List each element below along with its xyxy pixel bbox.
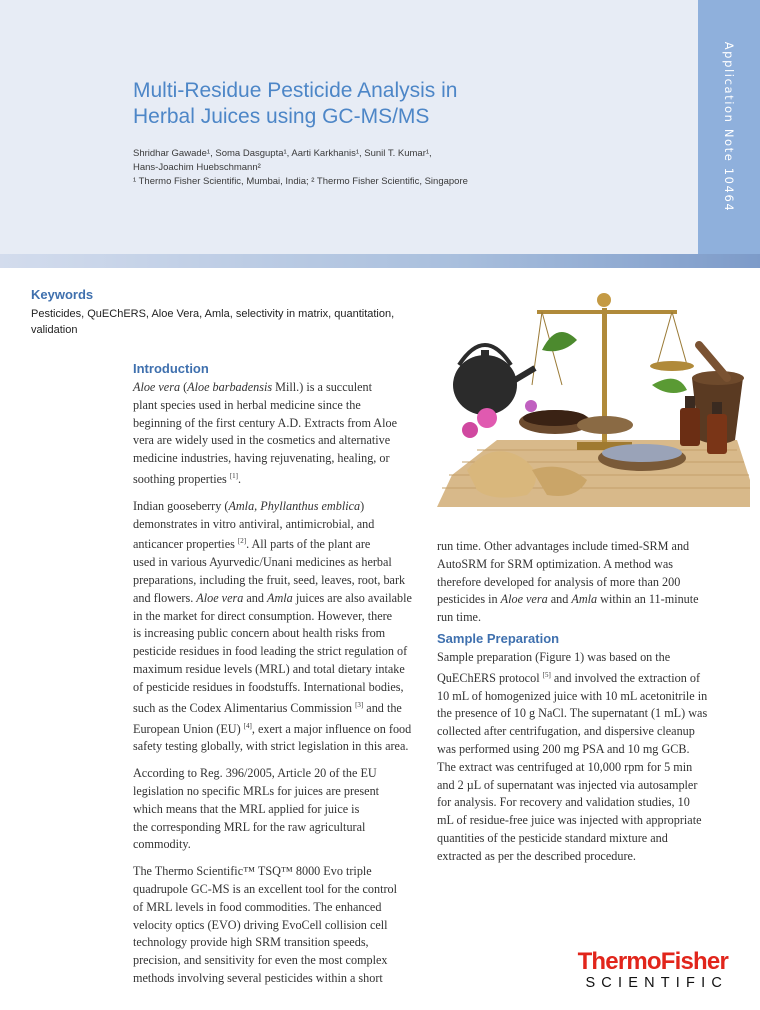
left-column [133,379,433,997]
logo-main-text: ThermoFisher [577,948,728,975]
paragraph: The Thermo Scientific™ TSQ™ 8000 Evo triple quadrupole GC-MS is an excellent tool for the control of MRL levels in food commodities. The enhanced velocity optics (EVO) driving EvoCell collision cell technology provide high SRM transition speeds, precision, and sensitivity for even the most complex methods involving several pesticides within a short [133,864,398,985]
affiliations: ¹ Thermo Fisher Scientific, Mumbai, India; ² Thermo Fisher Scientific, Singapore [133,176,468,187]
authors-block [133,147,673,189]
introduction-heading: Introduction [133,361,209,376]
sample-preparation-column [437,649,747,875]
keywords-text: Pesticides, QuEChERS, Aloe Vera, Amla, selectivity in matrix, quantitation, validation [31,308,395,336]
paragraph: Sample preparation (Figure 1) was based on the QuEChERS protocol [5] and involved the extraction of 10 mL of homogenized juice with 10 mL acetonitrile in the presence of 10 g NaCl. The supernatant (1 mL) was collected after centrifugation, and dispersive cleanup was performed using 200 mg PSA and 10 mg GCB. The extract was centrifuged at 10,000 rpm for 5 min and 2 µL of supernatant was injected via autosampler for analysis. For recovery and validation studies, 10 mL of residue-free juice was injected with appropriate quantities of the pesticide standard mixture and extracted as per the described procedure. [437,650,708,863]
paragraph: Aloe vera (Aloe barbadensis Mill.) is a succulent plant species used in herbal medicine since the beginning of the first century A.D. Extracts from Aloe vera are widely used in the cosmetics and alternative medicine industries, having rejuvenating, healing, or soothing properties [1]. [133,380,397,487]
authors-line: Shridhar Gawade¹, Soma Dasgupta¹, Aarti Karkhanis¹, Sunil T. Kumar¹, [133,148,432,159]
header-divider [0,254,760,268]
paragraph: Indian gooseberry (Amla, Phyllanthus emblica) demonstrates in vitro antiviral, antimicrobial, and anticancer properties [2]. All parts of the plant are used in various Ayurvedic/Unani medicines as herbal preparations, including the fruit, seed, leaves, root, bark and flowers. Aloe vera and Amla juices are also available in the market for direct consumption. However, there is increasing public concern about health risks from pesticide residues in food leading the strict regulation of maximum residue levels (MRL) and total dietary intake of pesticide residues in foodstuffs. International bodies, such as the Codex Alimentarius Commission [3] and the European Union (EU) [4], exert a major influence on food safety testing globally, with strict legislation in this area. [133,498,412,754]
paragraph: run time. Other advantages include timed-SRM and AutoSRM for SRM optimization. A method was therefore developed for analysis of more than 200 pesticides in Aloe vera and Amla within an 11-minute run time. [437,539,699,625]
keywords-heading: Keywords [31,287,94,302]
application-note-label: Application Note 10464 [722,41,736,213]
thermo-fisher-logo [548,948,728,992]
paragraph: According to Reg. 396/2005, Article 20 of the EU legislation no specific MRLs for juices are present which means that the MRL applied for juice is the corresponding MRL for the raw agricultural commodity. [133,766,380,852]
right-column [437,538,747,636]
page-title: Multi-Residue Pesticide Analysis in Herbal Juices using GC-MS/MS [133,79,458,128]
header-banner [0,0,698,254]
herbal-still-life-image [437,290,750,507]
sample-preparation-heading: Sample Preparation [437,631,560,646]
authors-line: Hans-Joachim Huebschmann² [133,162,261,173]
logo-sub-text: SCIENTIFIC [585,975,728,991]
